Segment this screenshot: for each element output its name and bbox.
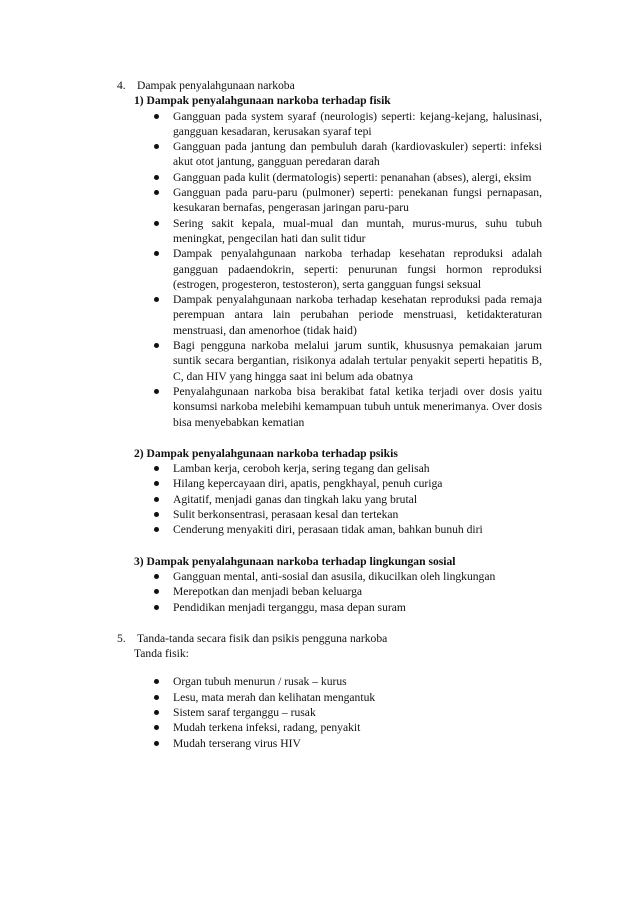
bullet-icon [154, 481, 159, 486]
psychological-impact-list [0, 461, 638, 537]
list-item: Agitatif, menjadi ganas dan tingkah laku yang brutal [0, 492, 553, 507]
list-item: Cenderung menyakiti diri, perasaan tidak aman, bahkan bunuh diri [0, 522, 553, 537]
list-item: Hilang kepercayaan diri, apatis, pengkhayal, penuh curiga [0, 476, 553, 491]
section-5-title [0, 631, 577, 646]
bullet-icon [154, 512, 159, 517]
bullet-icon [154, 144, 159, 149]
list-item: Mudah terkena infeksi, radang, penyakit [0, 720, 553, 735]
bullet-icon [154, 679, 159, 684]
list-item: Gangguan pada kulit (dermatologis) seperti: penanahan (abses), alergi, eksim [0, 170, 542, 185]
list-item: Lamban kerja, ceroboh kerja, sering tegang dan gelisah [0, 461, 553, 476]
section-5-number: 5. [117, 631, 126, 645]
list-item: Gangguan pada paru-paru (pulmoner) seperti: penekanan fungsi pernapasan, kesukaran bernafas, pengerasan jaringan paru-paru [0, 185, 542, 216]
bullet-icon [154, 389, 159, 394]
bullet-icon [154, 574, 159, 579]
list-item: Merepotkan dan menjadi beban keluarga [0, 584, 553, 599]
bullet-icon [154, 190, 159, 195]
section-4-title-text: Dampak penyalahgunaan narkoba [137, 79, 295, 92]
bullet-icon [154, 589, 159, 594]
bullet-icon [154, 297, 159, 302]
list-item: Penyalahgunaan narkoba bisa berakibat fatal ketika terjadi over dosis yaitu konsumsi narkoba melebihi kemampuan tubuh untuk menerimanya. Over dosis bisa menyebabkan kematian [0, 384, 542, 430]
list-item: Dampak penyalahgunaan narkoba terhadap kesehatan reproduksi pada remaja perempuan antara lain perubahan periode menstruasi, ketidakteraturan menstruasi, dan amenorhoe (tidak haid) [0, 292, 542, 338]
list-item: Gangguan pada jantung dan pembuluh darah (kardiovaskuler) seperti: infeksi akut otot jantung, gangguan peredaran darah [0, 139, 542, 170]
bullet-icon [154, 741, 159, 746]
bullet-icon [154, 710, 159, 715]
bullet-icon [154, 343, 159, 348]
list-item: Sulit berkonsentrasi, perasaan kesal dan tertekan [0, 507, 553, 522]
physical-signs-list [0, 674, 638, 750]
list-item: Pendidikan menjadi terganggu, masa depan suram [0, 600, 553, 615]
subsection-psychological-heading: 2) Dampak penyalahgunaan narkoba terhadap psikis [134, 446, 398, 460]
bullet-icon [154, 251, 159, 256]
bullet-icon [154, 725, 159, 730]
bullet-icon [154, 175, 159, 180]
section-4-title [0, 78, 577, 93]
social-impact-list [0, 569, 638, 615]
list-item: Organ tubuh menurun / rusak – kurus [0, 674, 553, 689]
bullet-icon [154, 497, 159, 502]
list-item: Mudah terserang virus HIV [0, 736, 553, 751]
list-item: Bagi pengguna narkoba melalui jarum suntik, khususnya pemakaian jarum suntik secara bergantian, risikonya adalah tertular penyakit seperti hepatitis B, C, dan HIV yang hingga saat ini belum ada obatnya [0, 338, 542, 384]
list-item: Gangguan mental, anti-sosial dan asusila, dikucilkan oleh lingkungan [0, 569, 553, 584]
subsection-social-heading: 3) Dampak penyalahgunaan narkoba terhadap lingkungan sosial [134, 554, 456, 568]
bullet-icon [154, 466, 159, 471]
list-item: Sistem saraf terganggu – rusak [0, 705, 553, 720]
list-item: Gangguan pada system syaraf (neurologis) seperti: kejang-kejang, halusinasi, gangguan kesadaran, kerusakan syaraf tepi [0, 109, 542, 140]
section-5-title-text: Tanda-tanda secara fisik dan psikis pengguna narkoba [137, 631, 388, 645]
physical-impact-list [0, 109, 638, 430]
section-4-number: 4. [117, 79, 126, 92]
list-item: Sering sakit kepala, mual-mual dan muntah, murus-murus, suhu tubuh meningkat, pengecilan hati dan sulit tidur [0, 216, 542, 247]
bullet-icon [154, 114, 159, 119]
list-item: Lesu, mata merah dan kelihatan mengantuk [0, 690, 553, 705]
bullet-icon [154, 221, 159, 226]
bullet-icon [154, 695, 159, 700]
bullet-icon [154, 527, 159, 532]
bullet-icon [154, 605, 159, 610]
subsection-physical-heading: 1) Dampak penyalahgunaan narkoba terhadap fisik [134, 94, 391, 108]
physical-signs-label: Tanda fisik: [134, 647, 189, 661]
list-item: Dampak penyalahgunaan narkoba terhadap kesehatan reproduksi adalah gangguan padaendokrin, seperti: penurunan fungsi hormon reproduksi (estrogen, progesteron, testosteron), serta gangguan fungsi seksual [0, 246, 542, 292]
